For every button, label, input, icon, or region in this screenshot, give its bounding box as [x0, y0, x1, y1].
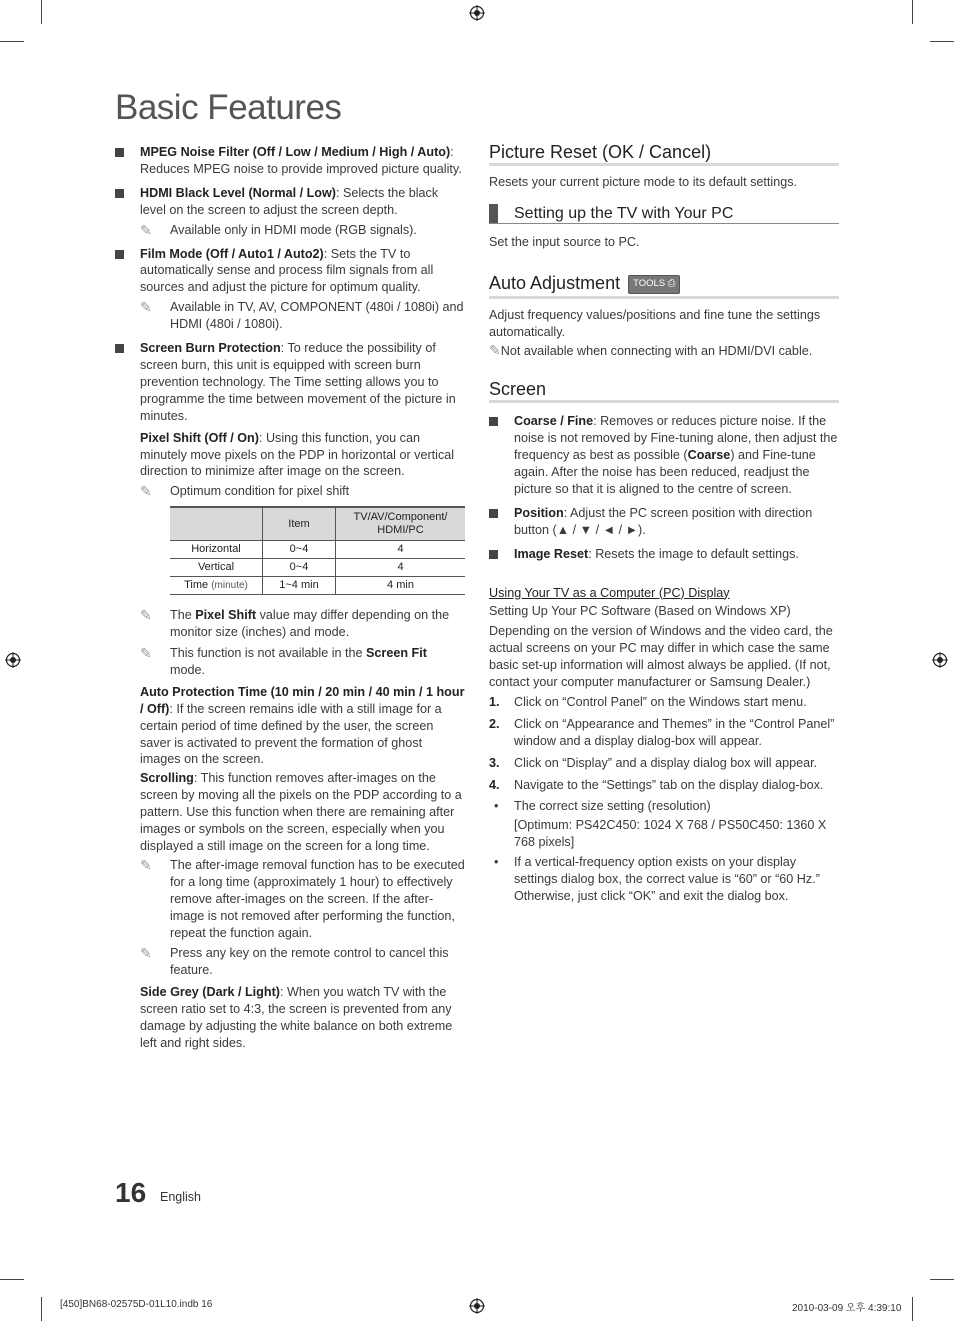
- square-bullet-icon: [115, 344, 124, 353]
- footer-timestamp: 2010-03-09 오후 4:39:10: [792, 1303, 902, 1314]
- pixel-shift-table: [170, 506, 465, 595]
- page-title: Basic Features: [115, 88, 342, 127]
- right-column: [489, 144, 839, 907]
- section-title-picture-reset: Picture Reset (OK / Cancel): [489, 144, 839, 166]
- crop-mark: [0, 41, 24, 42]
- crop-mark: [912, 1297, 913, 1321]
- pencil-note-icon: ✎: [140, 299, 152, 316]
- table-row: Time (minute) 1~4 min 4 min: [170, 577, 465, 595]
- scrolling-para: Scrolling: This function removes after-images on the screen by moving all the pixels on the PDP according to a pattern. Use this function when there are remaining after images or symbols on the screen, especially when you displayed a still image on the screen for a long time.: [140, 771, 462, 853]
- table-header-row: Item TV/AV/Component/ HDMI/PC: [170, 507, 465, 541]
- square-bullet-icon: [489, 550, 498, 559]
- side-grey-para: Side Grey (Dark / Light): When you watch TV with the screen ratio set to 4:3, the screen is prevented from any damage by adjusting the white balance on both extreme left and right sides.: [140, 985, 453, 1050]
- pencil-note-icon: ✎: [140, 483, 152, 500]
- note-pixel-value: ✎ The Pixel Shift value may differ depending on the monitor size (inches) and mode.: [140, 607, 450, 640]
- list-item: 3. Click on “Display” and a display dialog box will appear.: [489, 755, 818, 770]
- note-after-image: ✎ The after-image removal function has to be executed for a long time (approximately 1 hour) to effectively remove after-images on the screen. If the after-image is not removed after performing the function, repeat the function again.: [140, 856, 465, 940]
- crop-mark: [41, 1297, 42, 1321]
- pixel-shift-para: Pixel Shift (Off / On): Using this function, you can minutely move pixels on the PDP in horizontal or vertical direction to minimize after image on the screen.: [140, 430, 455, 479]
- dot-bullet-icon: •: [494, 799, 499, 814]
- crop-mark: [930, 41, 954, 42]
- footer-file-info: [450]BN68-02575D-01L10.indb 16: [60, 1299, 213, 1310]
- bullet-dot-item: • The correct size setting (resolution): [494, 799, 711, 814]
- computer-display-heading: Using Your TV as a Computer (PC) Display: [489, 585, 730, 600]
- square-bullet-icon: [115, 250, 124, 259]
- section-title-auto-adjustment: Auto Adjustment TOOLS ⎙: [489, 275, 839, 299]
- list-item: 1. Click on “Control Panel” on the Windows start menu.: [489, 694, 807, 709]
- subsection-pc-setup: [489, 204, 839, 224]
- heading-bar: [489, 204, 498, 223]
- note-screen-fit: ✎ This function is not available in the Screen Fit mode.: [140, 645, 427, 677]
- pencil-note-icon: ✎: [140, 607, 152, 624]
- pencil-note-icon: ✎: [140, 856, 152, 873]
- tools-badge-icon: TOOLS ⎙: [628, 275, 680, 294]
- pencil-note-icon: ✎: [489, 342, 501, 359]
- left-column: [115, 144, 465, 1056]
- picture-reset-text: Resets your current picture mode to its default settings.: [489, 174, 797, 189]
- list-item: 4. Navigate to the “Settings” tab on the display dialog-box.: [489, 777, 824, 792]
- auto-adjustment-note: ✎Not available when connecting with an HDMI/DVI cable.: [489, 342, 813, 359]
- pencil-note-icon: ✎: [140, 945, 152, 962]
- square-bullet-icon: [115, 148, 124, 157]
- page-language: English: [160, 1190, 201, 1204]
- note-hdmi: ✎ Available only in HDMI mode (RGB signals).: [140, 221, 417, 238]
- bullet-item-coarse: Coarse / Fine: Removes or reduces picture noise. If the noise is not removed by Fine-tuning alone, then adjust the frequency as best as possible (Coarse) and Fine-tune again. After the noise has been reduced, readjust the picture so that it is aligned to the centre of screen.: [489, 413, 839, 498]
- registration-mark-icon: [469, 1298, 485, 1314]
- bullet-item-mpeg: MPEG Noise Filter (Off / Low / Medium / High / Auto): Reduces MPEG noise to provide improved picture quality.: [115, 144, 465, 178]
- section-title-screen: Screen: [489, 381, 839, 403]
- registration-mark-icon: [932, 652, 948, 668]
- square-bullet-icon: [489, 417, 498, 426]
- crop-mark: [930, 1279, 954, 1280]
- table-row: Horizontal 0~4 4: [170, 541, 465, 559]
- note-film: ✎ Available in TV, AV, COMPONENT (480i / 1080i) and HDMI (480i / 1080i).: [140, 299, 464, 332]
- dot-bullet-icon: •: [494, 855, 499, 870]
- crop-mark: [912, 0, 913, 24]
- bullet-item-hdmi: HDMI Black Level (Normal / Low): Selects the black level on the screen to adjust the screen depth.: [115, 185, 465, 219]
- registration-mark-icon: [469, 5, 485, 21]
- bullet-dot-item: • If a vertical-frequency option exists on your display settings dialog box, the correct value is “60” or “60 Hz.” Otherwise, just click “OK” and exit the dialog box.: [494, 855, 820, 903]
- pencil-note-icon: ✎: [140, 645, 152, 662]
- table-row: Vertical 0~4 4: [170, 559, 465, 577]
- pencil-note-icon: ✎: [140, 221, 152, 238]
- crop-mark: [0, 1279, 24, 1280]
- bullet-item-film: Film Mode (Off / Auto1 / Auto2): Sets the TV to automatically sense and process film signals from all sources and adjust the picture for optimum quality.: [115, 246, 465, 297]
- bullet-item-image-reset: Image Reset: Resets the image to default settings.: [489, 546, 839, 563]
- page-number: 16: [115, 1177, 147, 1208]
- square-bullet-icon: [115, 189, 124, 198]
- list-item: 2. Click on “Appearance and Themes” in the “Control Panel” window and a display dialog-box will appear.: [489, 716, 835, 748]
- registration-mark-icon: [5, 652, 21, 668]
- pc-setup-text: Set the input source to PC.: [489, 234, 640, 249]
- computer-display-subtitle: Setting Up Your PC Software (Based on Windows XP): [489, 604, 791, 619]
- square-bullet-icon: [489, 509, 498, 518]
- subsection-title: Setting up the TV with Your PC: [514, 204, 734, 222]
- note-cancel: ✎ Press any key on the remote control to cancel this feature.: [140, 945, 449, 978]
- computer-display-text: Depending on the version of Windows and the video card, the actual screens on your PC may differ in which case the same basic set-up information will almost always be applied. (If not, contact your computer manufacturer or Samsung Dealer.): [489, 624, 833, 690]
- bullet-item-position: Position: Adjust the PC screen position with direction button (▲ / ▼ / ◄ / ►).: [489, 505, 839, 539]
- crop-mark: [41, 0, 42, 24]
- auto-protection-para: Auto Protection Time (10 min / 20 min / 40 min / 1 hour / Off): If the screen remains idle with a still image for a certain period of time defined by the user, the screen saver is activated to prevent the formation of ghost images on the screen.: [140, 684, 465, 767]
- note-pixel-shift: ✎ Optimum condition for pixel shift: [140, 483, 350, 500]
- auto-adjustment-text: Adjust frequency values/positions and fine tune the settings automatically.: [489, 307, 821, 339]
- bullet-item-burn: Screen Burn Protection: To reduce the possibility of screen burn, this unit is equipped with screen burn prevention technology. The Time setting allows you to programme the time between movement of the picture in minutes.: [115, 340, 465, 425]
- optimum-resolution: [Optimum: PS42C450: 1024 X 768 / PS50C450: 1360 X 768 pixels]: [514, 818, 827, 850]
